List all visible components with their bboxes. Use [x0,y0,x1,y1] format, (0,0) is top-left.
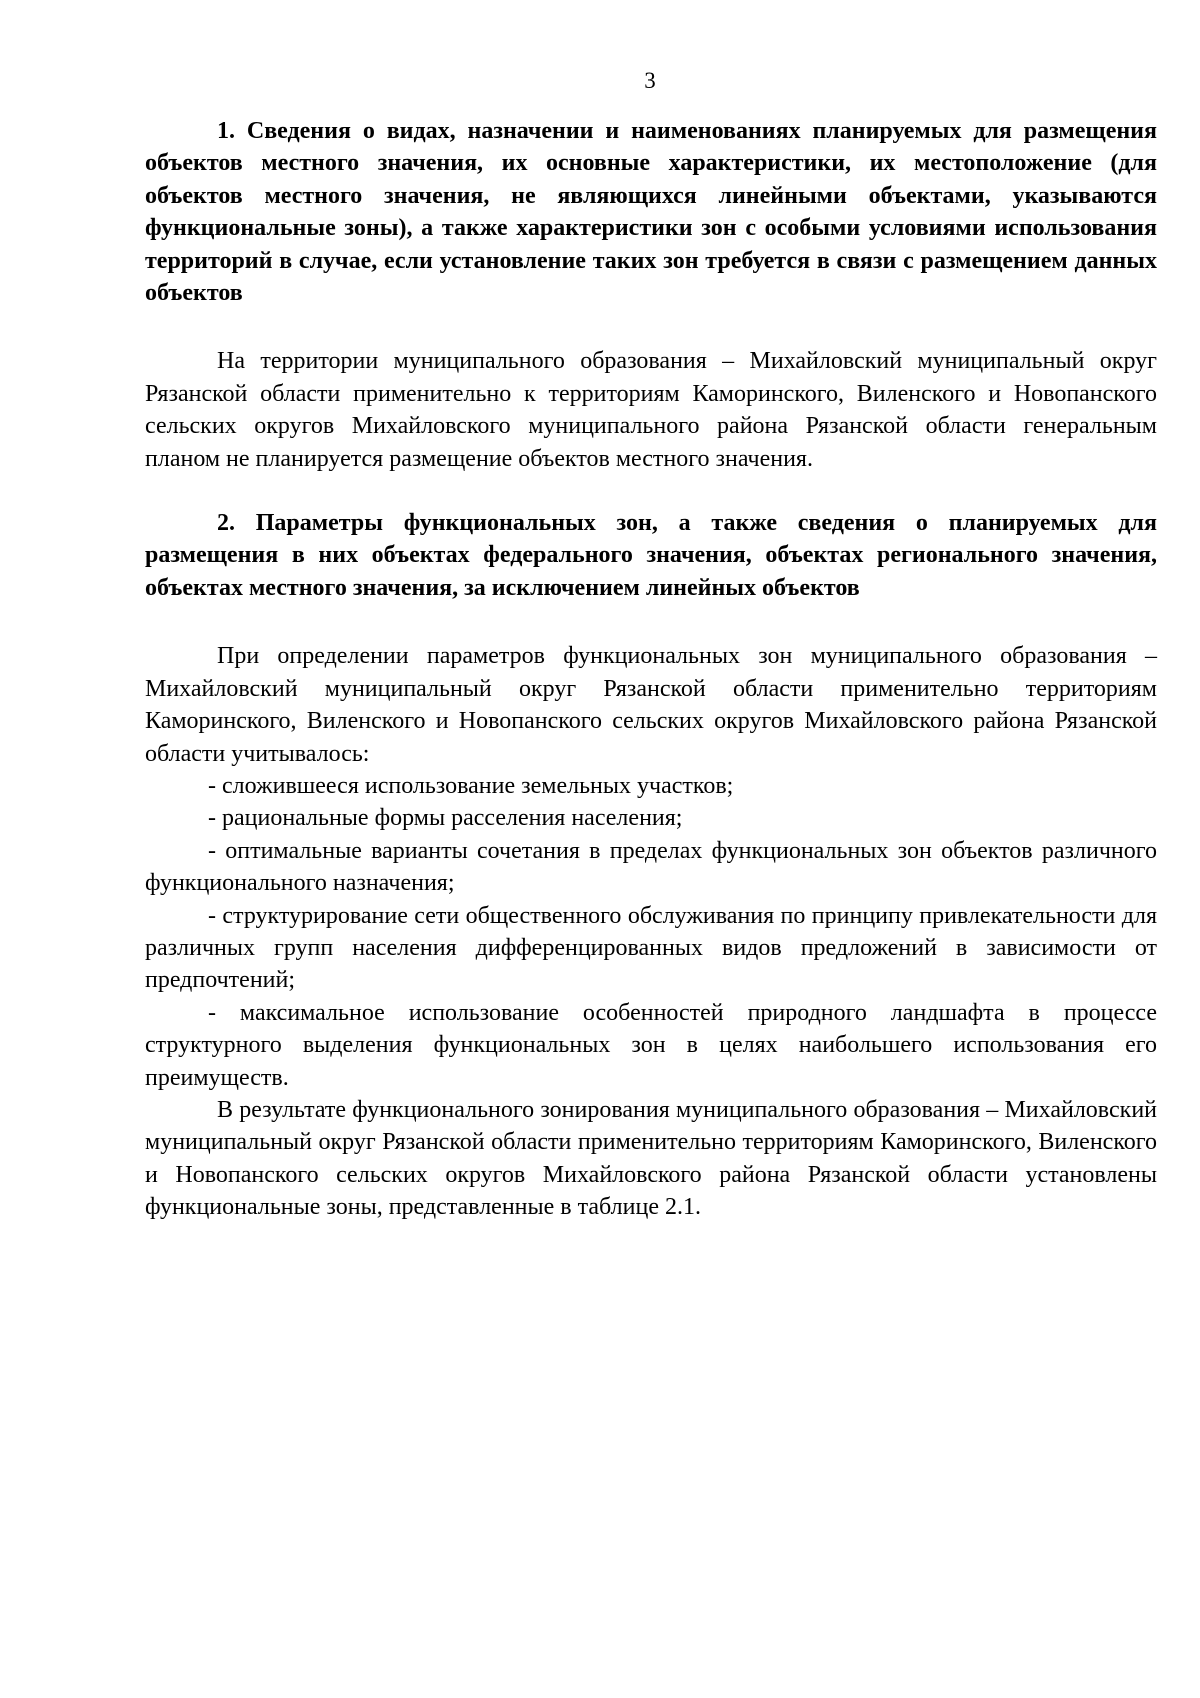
section-1-heading: 1. Сведения о видах, назначении и наименованиях планируемых для размещения объектов местного значения, их основные характеристики, их местоположение (для объектов местного значения, не являющихся линейными объектами, указываются функциональные зоны), а также характеристики зон с особыми условиями использования территорий в случае, если установление таких зон требуется в связи с размещением данных объектов [145,118,1157,307]
document-body [145,115,1157,1224]
section-2-conclusion: В результате функционального зонирования муниципального образования – Михайловский муниципальный округ Рязанской области применительно территориям Каморинского, Виленского и Новопанского сельских округов Михайловского района Рязанской области установлены функциональные зоны, представленные в таблице 2.1. [145,1096,1157,1221]
list-item: - структурирование сети общественного обслуживания по принципу привлекательности для различных групп населения дифференцированных видов предложений в зависимости от предпочтений; [145,902,1157,994]
section-1-paragraph: На территории муниципального образования – Михайловский муниципальный округ Рязанской области применительно к территориям Каморинского, Виленского и Новопанского сельских округов Михайловского муниципального района Рязанской области генеральным планом не планируется размещение объектов местного значения. [145,348,1157,472]
list-item: - максимальное использование особенностей природного ландшафта в процессе структурного выделения функциональных зон в целях наибольшего использования его преимуществ. [145,999,1157,1091]
section-2-intro: При определении параметров функциональных зон муниципального образования – Михайловский муниципальный округ Рязанской области применительно территориям Каморинского, Виленского и Новопанского сельских округов Михайловского района Рязанской области учитывалось: [145,643,1157,767]
list-item: - рациональные формы расселения населения; [208,805,683,832]
page-number: 3 [644,68,656,93]
list-item: - сложившееся использование земельных участков; [208,772,734,799]
section-2-heading: 2. Параметры функциональных зон, а также сведения о планируемых для размещения в них объектах федерального значения, объектах регионального значения, объектах местного значения, за исключением линейных объектов [145,510,1157,601]
list-item: - оптимальные варианты сочетания в пределах функциональных зон объектов различного функционального назначения; [145,837,1157,897]
